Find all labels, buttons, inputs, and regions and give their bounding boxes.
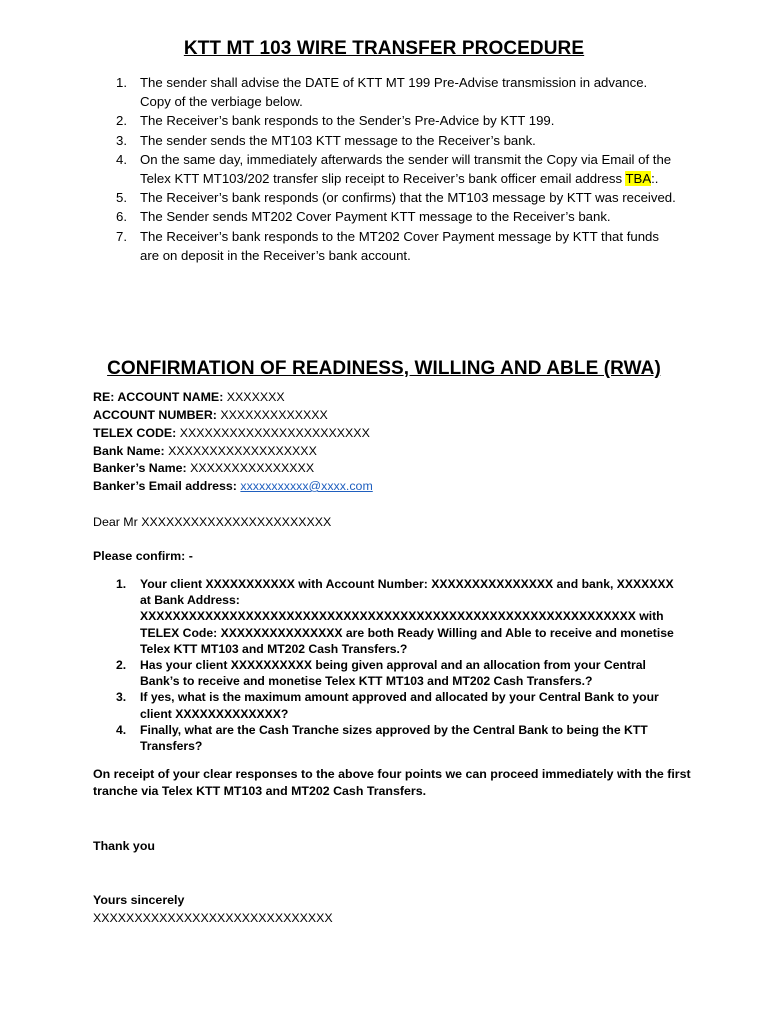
- yours-sincerely: Yours sincerely: [93, 893, 185, 907]
- account-number-line: ACCOUNT NUMBER: XXXXXXXXXXXXX: [93, 408, 328, 422]
- procedure-step: 3. The sender sends the MT103 KTT message to the Receiver’s bank.: [116, 132, 536, 148]
- procedure-title: KTT MT 103 WIRE TRANSFER PROCEDURE: [183, 38, 585, 59]
- closing-paragraph: On receipt of your clear responses to the above four points we can proceed immediately with the first tranche via Telex KTT MT103 and MT202 Cash Transfers.: [93, 767, 691, 798]
- salutation: Dear Mr XXXXXXXXXXXXXXXXXXXXXXX: [93, 515, 332, 529]
- procedure-step: 4. On the same day, immediately afterwards the sender will transmit the Copy via Email of the Telex KTT MT103/202 transfer slip receipt to Receiver’s bank officer email address TBA:.: [116, 151, 672, 187]
- procedure-step: 1. The sender shall advise the DATE of KTT MT 199 Pre-Advise transmission in advance. Copy of the verbiage below.: [116, 75, 648, 110]
- confirm-item: 3. If yes, what is the maximum amount approved and allocated by your Central Bank to your client XXXXXXXXXXXXX?: [116, 690, 659, 721]
- banker-name-line: Banker’s Name: XXXXXXXXXXXXXXX: [93, 461, 315, 475]
- highlighted-text: TBA: [625, 171, 652, 187]
- rwa-title: CONFIRMATION OF READINESS, WILLING AND ABLE (RWA): [107, 358, 661, 379]
- procedure-step: 7. The Receiver’s bank responds to the MT202 Cover Payment message by KTT that funds are on deposit in the Receiver’s bank account.: [116, 228, 659, 263]
- please-confirm: Please confirm: -: [93, 549, 193, 563]
- bank-name-line: Bank Name: XXXXXXXXXXXXXXXXXX: [93, 444, 317, 458]
- account-name-line: RE: ACCOUNT NAME: XXXXXXX: [93, 390, 285, 404]
- confirm-item: 1. Your client XXXXXXXXXXX with Account Number: XXXXXXXXXXXXXXX and bank, XXXXXXX at Bank Address: XXXXXXXXXXXXXXXXXXXXXXXXXXXXXXXXXXXXXXXXXXXXXXXXXXXXXXXXXXXXX with TELEX Code: XXXXXXXXXXXXXXX are both Ready Willing and Able to receive and monetise Telex KTT MT103 and MT202 Cash Transfers.?: [116, 577, 674, 656]
- confirm-item: 2. Has your client XXXXXXXXXX being given approval and an allocation from your Central Bank’s to receive and monetise Telex KTT MT103 and MT202 Cash Transfers.?: [116, 658, 646, 689]
- procedure-step: 2. The Receiver’s bank responds to the Sender’s Pre-Advice by KTT 199.: [116, 113, 555, 129]
- procedure-step: 5. The Receiver’s bank responds (or confirms) that the MT103 message by KTT was received.: [116, 190, 676, 206]
- signature: XXXXXXXXXXXXXXXXXXXXXXXXXXXXX: [93, 911, 333, 925]
- confirm-item: 4. Finally, what are the Cash Tranche sizes approved by the Central Bank to being the KTT Transfers?: [116, 722, 648, 754]
- procedure-step: 6. The Sender sends MT202 Cover Payment KTT message to the Receiver’s bank.: [116, 209, 611, 225]
- banker-email-link[interactable]: xxxxxxxxxxx@xxxx.com: [240, 479, 373, 493]
- telex-code-line: TELEX CODE: XXXXXXXXXXXXXXXXXXXXXXX: [93, 426, 370, 440]
- confirm-list: [116, 576, 676, 754]
- thank-you: Thank you: [93, 839, 155, 853]
- banker-email-line: Banker’s Email address: xxxxxxxxxxx@xxxx.com: [93, 479, 373, 493]
- procedure-list: [116, 73, 676, 265]
